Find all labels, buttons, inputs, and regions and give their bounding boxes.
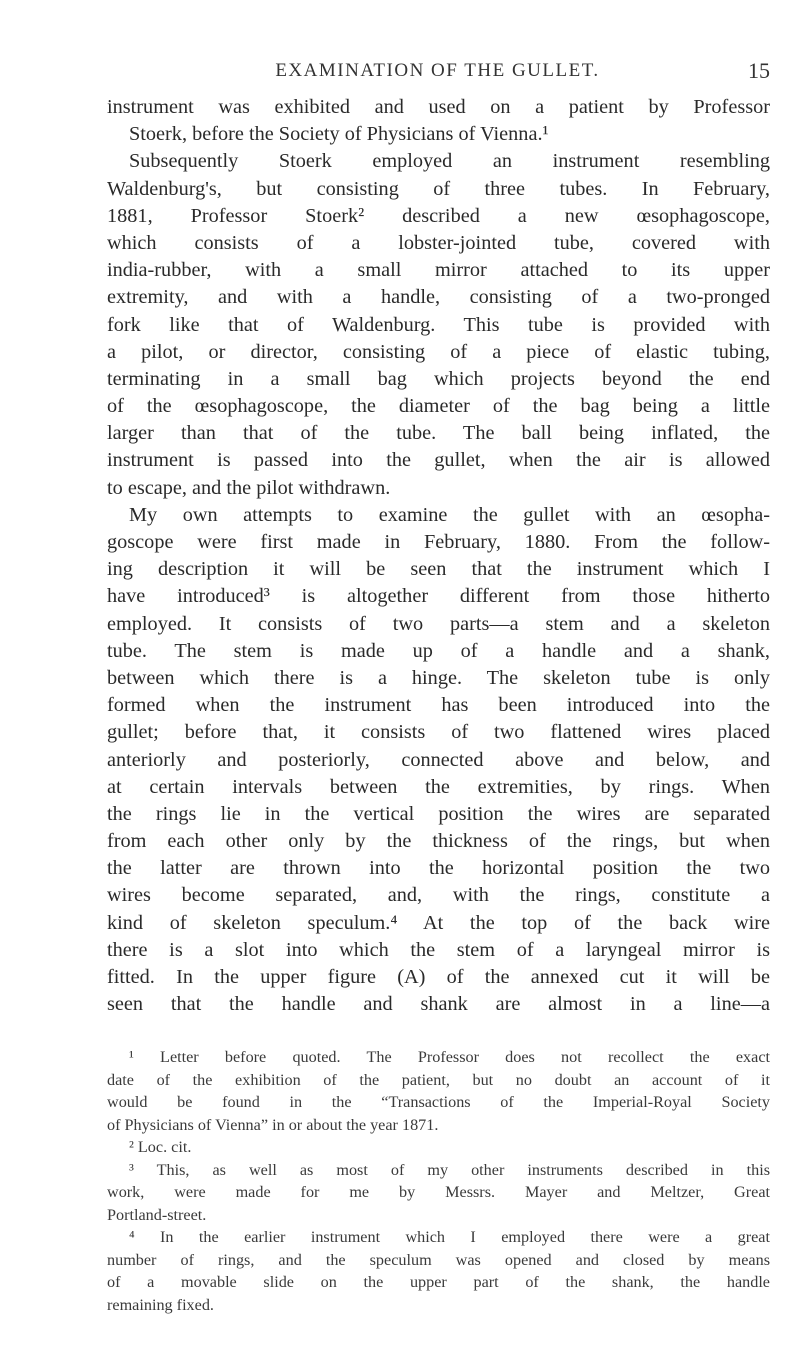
text-line: a pilot, or director, consisting of a piece of elastic tubing, — [107, 340, 770, 363]
text-line: Subsequently Stoerk employed an instrument resembling — [129, 150, 770, 173]
footnote-line: ¹ Letter before quoted. The Professor does not recollect the exact — [129, 1048, 770, 1066]
text-line: there is a slot into which the stem of a laryngeal mirror is — [107, 938, 770, 961]
footnote-line: of a movable slide on the upper part of the shank, the handle — [107, 1273, 770, 1291]
running-title: EXAMINATION OF THE GULLET. — [275, 60, 600, 81]
text-line: instrument is passed into the gullet, when the air is allowed — [107, 449, 770, 472]
text-line: fitted. In the upper figure (A) of the annexed cut it will be — [107, 966, 770, 988]
text-line: ing description it will be seen that the instrument which I — [107, 558, 770, 581]
text-line: employed. It consists of two parts—a stem and a skeleton — [107, 612, 770, 635]
text-line: of the œsophagoscope, the diameter of the bag being a little — [107, 395, 770, 418]
text-line: Stoerk, before the Society of Physicians of Vienna.¹ — [129, 123, 549, 146]
text-line: formed when the instrument has been introduced into the — [107, 694, 770, 717]
body-text — [107, 94, 770, 1018]
text-line: wires become separated, and, with the rings, constitute a — [107, 884, 770, 907]
footnote-line: ⁴ In the earlier instrument which I employed there were a great — [129, 1228, 770, 1246]
text-line: the latter are thrown into the horizontal position the two — [107, 857, 770, 880]
text-line: have introduced³ is altogether different from those hitherto — [107, 585, 770, 608]
running-head — [105, 60, 770, 88]
footnote-line: Portland-street. — [107, 1205, 207, 1224]
text-line: seen that the handle and shank are almost in a line—a — [107, 993, 770, 1016]
footnote-line: ³ This, as well as most of my other instruments described in this — [129, 1160, 770, 1179]
text-line: anteriorly and posteriorly, connected above and below, and — [107, 748, 770, 771]
footnote-line: remaining fixed. — [107, 1295, 214, 1314]
text-line: india-rubber, with a small mirror attached to its upper — [107, 259, 770, 282]
footnote-line: work, were made for me by Messrs. Mayer and Meltzer, Great — [107, 1183, 770, 1201]
text-line: between which there is a hinge. The skeleton tube is only — [107, 666, 770, 689]
text-line: extremity, and with a handle, consisting of a two-pronged — [107, 286, 770, 309]
text-line: fork like that of Waldenburg. This tube is provided with — [107, 313, 770, 336]
text-line: to escape, and the pilot withdrawn. — [107, 476, 391, 499]
text-line: gullet; before that, it consists of two flattened wires placed — [107, 721, 770, 744]
footnote-line: would be found in the “Transactions of the Imperial-Royal Society — [107, 1093, 770, 1111]
text-line: terminating in a small bag which projects beyond the end — [107, 367, 770, 390]
text-line: goscope were first made in February, 1880. From the follow- — [107, 531, 770, 553]
page-number: 15 — [748, 58, 770, 83]
text-line: kind of skeleton speculum.⁴ At the top of the back wire — [107, 911, 770, 934]
footnote-line: of Physicians of Vienna” in or about the year 1871. — [107, 1115, 439, 1134]
footnote-line: ² Loc. cit. — [129, 1138, 192, 1156]
text-line: the rings lie in the vertical position the wires are separated — [107, 802, 770, 825]
text-line: larger than that of the tube. The ball being inflated, the — [107, 422, 770, 445]
text-line: Waldenburg's, but consisting of three tubes. In February, — [107, 177, 770, 200]
text-line: at certain intervals between the extremities, by rings. When — [107, 775, 770, 798]
text-line: instrument was exhibited and used on a patient by Professor — [107, 96, 770, 118]
text-line: which consists of a lobster-jointed tube, covered with — [107, 231, 770, 254]
footnote-line: date of the exhibition of the patient, but no doubt an account of it — [107, 1070, 770, 1089]
text-line: from each other only by the thickness of the rings, but when — [107, 830, 770, 853]
text-line: 1881, Professor Stoerk² described a new œsophagoscope, — [107, 204, 770, 227]
footnote-line: number of rings, and the speculum was opened and closed by means — [107, 1250, 770, 1269]
footnotes — [107, 1046, 770, 1316]
text-line: My own attempts to examine the gullet with an œsopha- — [129, 503, 770, 526]
text-line: tube. The stem is made up of a handle and a shank, — [107, 639, 770, 662]
